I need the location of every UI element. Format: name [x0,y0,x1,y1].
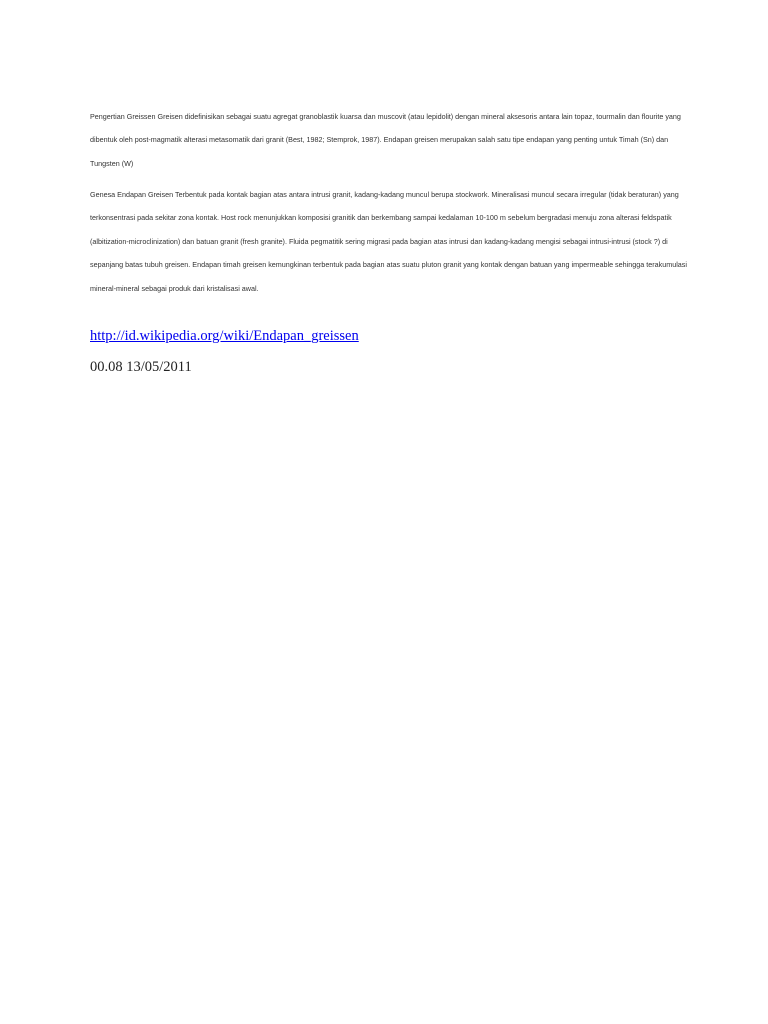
genesis-paragraph: Genesa Endapan Greisen Terbentuk pada kontak bagian atas antara intrusi granit, kadang-kadang muncul berupa stockwork. Mineralisasi muncul secara irregular (tidak beraturan) yang terkonsentrasi pada sekitar zona kontak. Host rock menunjukkan komposisi granitik dan berkembang sampai kedalaman 10-100 m sebelum bergradasi menuju zona alterasi feldspatik (albitization-microclinization) dan batuan granit (fresh granite). Fluida pegmatitik sering migrasi pada bagian atas intrusi dan kadang-kadang mengisi sebagai intrusi-intrusi (stock ?) di sepanjang batas tubuh greisen. Endapan timah greisen kemungkinan terbentuk pada bagian atas suatu pluton granit yang kontak dengan batuan yang impermeable sehingga terakumulasi mineral-mineral sebagai produk dari kristalisasi awal. [90,190,687,293]
timestamp: 00.08 13/05/2011 [90,359,192,375]
wikipedia-link[interactable]: http://id.wikipedia.org/wiki/Endapan_greissen [90,328,359,344]
definition-paragraph: Pengertian Greissen Greisen didefinisikan sebagai suatu agregat granoblastik kuarsa dan muscovit (atau lepidolit) dengan mineral aksesoris antara lain topaz, tourmalin dan flourite yang dibentuk oleh post-magmatik alterasi metasomatik dari granit (Best, 1982; Stemprok, 1987). Endapan greisen merupakan salah satu tipe endapan yang penting untuk Timah (Sn) dan Tungsten (W) [90,112,681,168]
